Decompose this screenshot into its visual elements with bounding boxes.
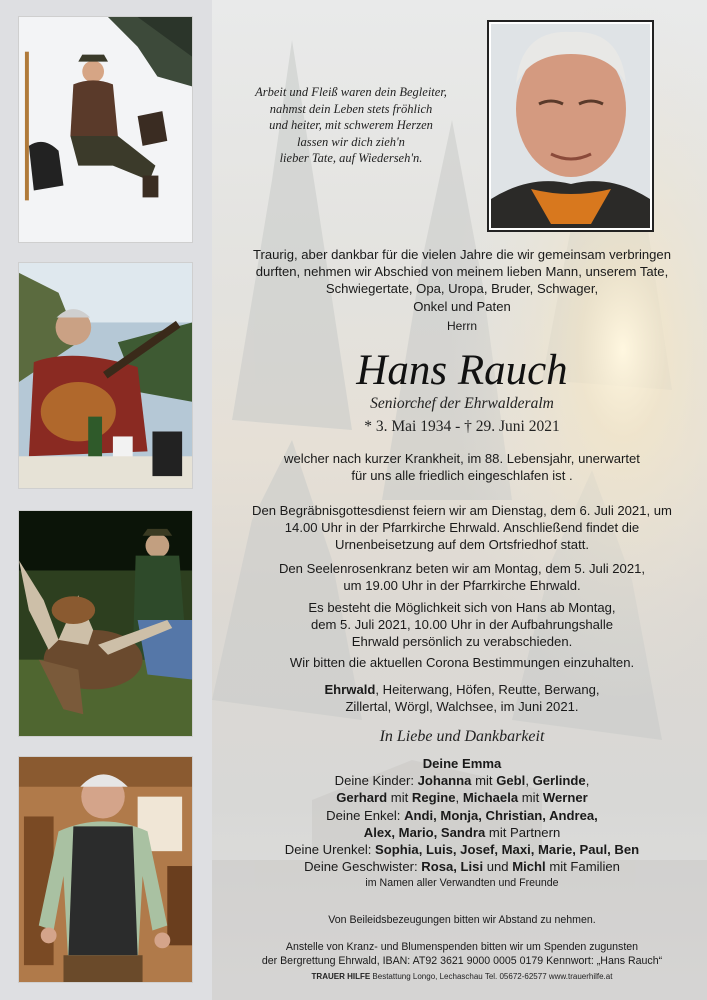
poem-line: lassen wir dich zieh'n [297, 134, 405, 149]
footer [228, 972, 696, 981]
rosary-info [228, 560, 696, 594]
poem-line: lieber Tate, auf Wiederseh'n. [279, 151, 423, 165]
rosary-line: um 19.00 Uhr in der Pfarrkirche Ehrwald. [343, 578, 581, 594]
death-notice [228, 450, 696, 484]
places-rest: , Heiterwang, Höfen, Reutte, Berwang, [375, 682, 600, 697]
farewell-line: Es besteht die Möglichkeit sich von Hans ab Montag, [308, 600, 616, 615]
funeral-line: Urnenbeisetzung auf dem Ortsfriedhof statt. [334, 537, 589, 553]
donation-info [228, 940, 696, 968]
donation-line: Anstelle von Kranz- und Blumenspenden bitten wir um Spenden zugunsten [285, 941, 639, 953]
condolence-notice: Von Beileidsbezeugungen bitten wir Abstand zu nehmen. [328, 914, 596, 926]
poem [236, 84, 466, 167]
photo-hunter-in-snow [18, 16, 193, 243]
family-children: Deine Kinder: Johanna mit Gebl, Gerlinde, [334, 773, 590, 789]
love-line: In Liebe und Dankbarkeit [379, 728, 545, 745]
farewell-line: dem 5. Juli 2021, 10.00 Uhr in der Aufbahrungshalle [310, 617, 614, 633]
poem-line: Arbeit und Fleiß waren dein Begleiter, [255, 85, 447, 99]
places [228, 681, 696, 715]
footer-text: Bestattung Longo, Lechaschau Tel. 05672-62577 www.trauerhilfe.at [370, 972, 613, 981]
family-children-2: Gerhard mit Regine, Michaela mit Werner [336, 790, 588, 806]
portrait-photo [487, 20, 654, 232]
intro-line: Traurig, aber dankbar für die vielen Jahre die wir gemeinsam verbringen [253, 247, 671, 262]
poem-line: nahmst dein Leben stets fröhlich [269, 101, 433, 116]
death-notice-line: für uns alle friedlich eingeschlafen ist . [351, 468, 573, 484]
funeral-line: Den Begräbnisgottesdienst feiern wir am Dienstag, dem 6. Juli 2021, um [252, 503, 672, 518]
photo-guitar-player [18, 262, 193, 489]
family-relatives: im Namen aller Verwandten und Freunde [365, 877, 559, 890]
places-bold: Ehrwald [324, 682, 376, 697]
family-list [228, 755, 696, 890]
deceased-name: Hans Rauch [356, 347, 568, 394]
intro-line: durften, nehmen wir Abschied von meinem lieben Mann, unserem Tate, [255, 264, 669, 280]
family-great-grandchildren: Deine Urenkel: Sophia, Luis, Josef, Maxi, Marie, Paul, Ben [284, 842, 640, 858]
places-line-1 [228, 681, 696, 698]
photo-deer-hunt [18, 510, 193, 737]
funeral-info [228, 502, 696, 554]
poem-line: und heiter, mit schwerem Herzen [269, 118, 433, 132]
life-dates: * 3. Mai 1934 - † 29. Juni 2021 [364, 418, 560, 435]
donation-line: der Bergrettung Ehrwald, IBAN: AT92 3621 9000 0005 0179 Kennwort: „Hans Rauch“ [261, 955, 663, 967]
intro-line: Onkel und Paten [413, 298, 511, 314]
deceased-title: Seniorchef der Ehrwalderalm [370, 395, 554, 412]
farewell-info [228, 599, 696, 651]
intro-text [228, 246, 696, 315]
photo-man-in-tracht [18, 756, 193, 983]
footer-brand: TRAUER HILFE [311, 972, 371, 981]
places-line-2: Zillertal, Wörgl, Walchsee, im Juni 2021. [345, 699, 579, 715]
family-emma: Deine Emma [422, 756, 502, 771]
funeral-line: 14.00 Uhr in der Pfarrkirche Ehrwald. Anschließend findet die [284, 520, 640, 536]
rosary-line: Den Seelenrosenkranz beten wir am Montag, dem 5. Juli 2021, [278, 561, 646, 576]
death-notice-line: welcher nach kurzer Krankheit, im 88. Lebensjahr, unerwartet [284, 451, 640, 466]
family-grandchildren-2: Alex, Mario, Sandra mit Partnern [363, 824, 561, 840]
farewell-line: Ehrwald persönlich zu verabschieden. [351, 634, 573, 650]
photo-strip [0, 0, 212, 1000]
corona-notice: Wir bitten die aktuellen Corona Bestimmungen einzuhalten. [289, 655, 635, 670]
salutation: Herrn [446, 319, 477, 333]
intro-line: Schwiegertate, Opa, Uropa, Bruder, Schwager, [325, 281, 599, 297]
family-grandchildren: Deine Enkel: Andi, Monja, Christian, Andrea, [326, 807, 598, 823]
family-siblings: Deine Geschwister: Rosa, Lisi und Michl mit Familien [304, 859, 620, 875]
